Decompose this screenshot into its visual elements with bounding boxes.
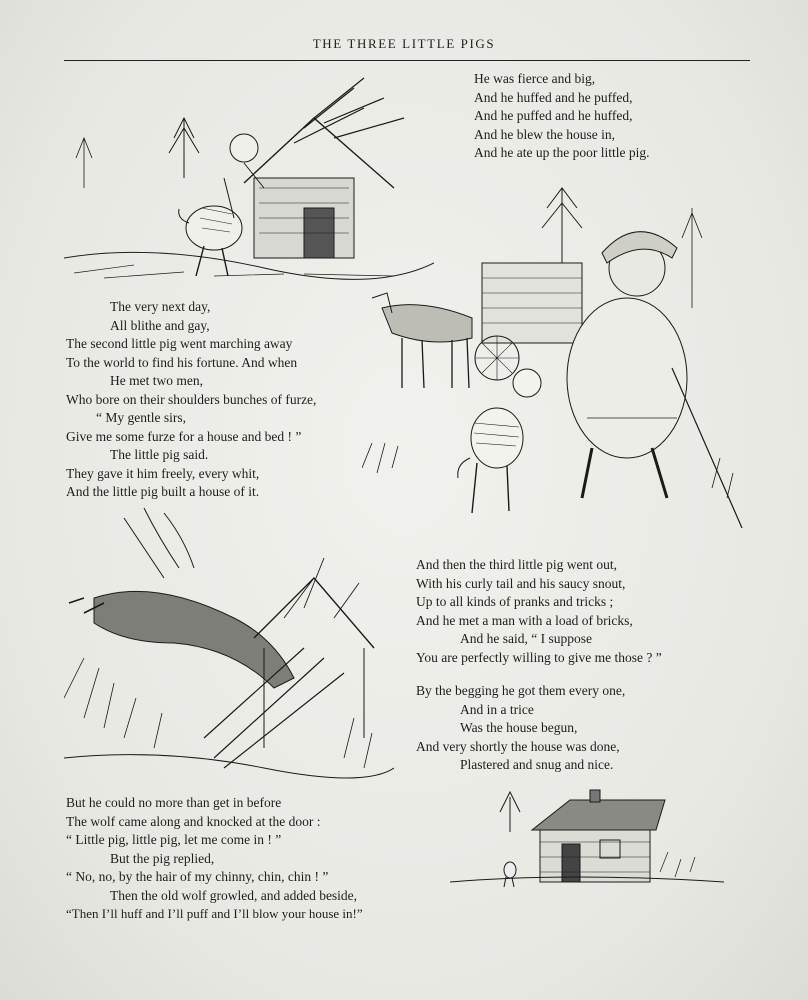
verse-line: And in a trice [460, 701, 534, 717]
brick-cottage-illustration [450, 772, 724, 892]
verse-line: And he blew the house in, [474, 126, 615, 142]
verse-line: Then the old wolf growled, and added beside, [110, 887, 358, 903]
verse-line: Give me some furze for a house and bed ! ” [66, 428, 302, 444]
verse-line: By the begging he got them every one, [416, 683, 626, 698]
verse-line: Who bore on their shoulders bunches of furze, [66, 391, 317, 407]
verse-line: And the little pig built a house of it. [66, 484, 260, 499]
wolf-house-illustration [64, 498, 394, 780]
verse-line: They gave it him freely, every whit, [66, 465, 260, 481]
verse-line: And very shortly the house was done, [416, 738, 620, 754]
verse-line: And he puffed and he huffed, [474, 108, 633, 123]
brick-cottage-drawing [450, 772, 724, 892]
verse-line: The second little pig went marching away [66, 336, 293, 351]
verse-line: But he could no more than get in before [66, 795, 282, 810]
verse-line: And he met a man with a load of bricks, [416, 612, 633, 628]
verse-2 [66, 298, 316, 502]
verse-line: And then the third little pig went out, [416, 557, 617, 572]
verse-line: “ My gentle sirs, [96, 410, 186, 425]
wolf-house-drawing [64, 498, 394, 780]
man-with-cart-illustration [362, 168, 758, 546]
verse-line: All blithe and gay, [110, 317, 210, 333]
verse-line: The very next day, [110, 299, 211, 314]
verse-line: He was fierce and big, [474, 71, 596, 86]
verse-line: You are perfectly willing to give me those ? ” [416, 649, 662, 665]
verse-1 [474, 70, 649, 163]
verse-line: And he ate up the poor little pig. [474, 145, 650, 160]
verse-line: The wolf came along and knocked at the door : [66, 813, 321, 829]
header-rule [64, 60, 750, 61]
verse-line: “Then I’ll huff and I’ll puff and I’ll blow your house in!” [66, 906, 363, 921]
verse-line: The little pig said. [110, 447, 209, 462]
verse-line: Plastered and snug and nice. [460, 757, 614, 772]
verse-line: He met two men, [110, 373, 203, 388]
verse-5 [66, 794, 363, 924]
verse-line: “ Little pig, little pig, let me come in ! ” [66, 832, 282, 847]
page-title: THE THREE LITTLE PIGS [312, 36, 496, 51]
verse-line: And he huffed and he puffed, [474, 89, 633, 105]
verse-line: “ No, no, by the hair of my chinny, chin, chin ! ” [66, 869, 329, 884]
verse-line: And he said, “ I suppose [460, 631, 592, 646]
verse-line: Was the house begun, [460, 720, 578, 735]
verse-4 [416, 682, 625, 775]
verse-line: To the world to find his fortune. And when [66, 354, 298, 370]
man-with-cart-drawing [362, 168, 758, 546]
verse-line: But the pig replied, [110, 850, 215, 866]
verse-line: With his curly tail and his saucy snout, [416, 575, 626, 591]
verse-3 [416, 556, 662, 667]
verse-line: Up to all kinds of pranks and tricks ; [416, 594, 614, 609]
